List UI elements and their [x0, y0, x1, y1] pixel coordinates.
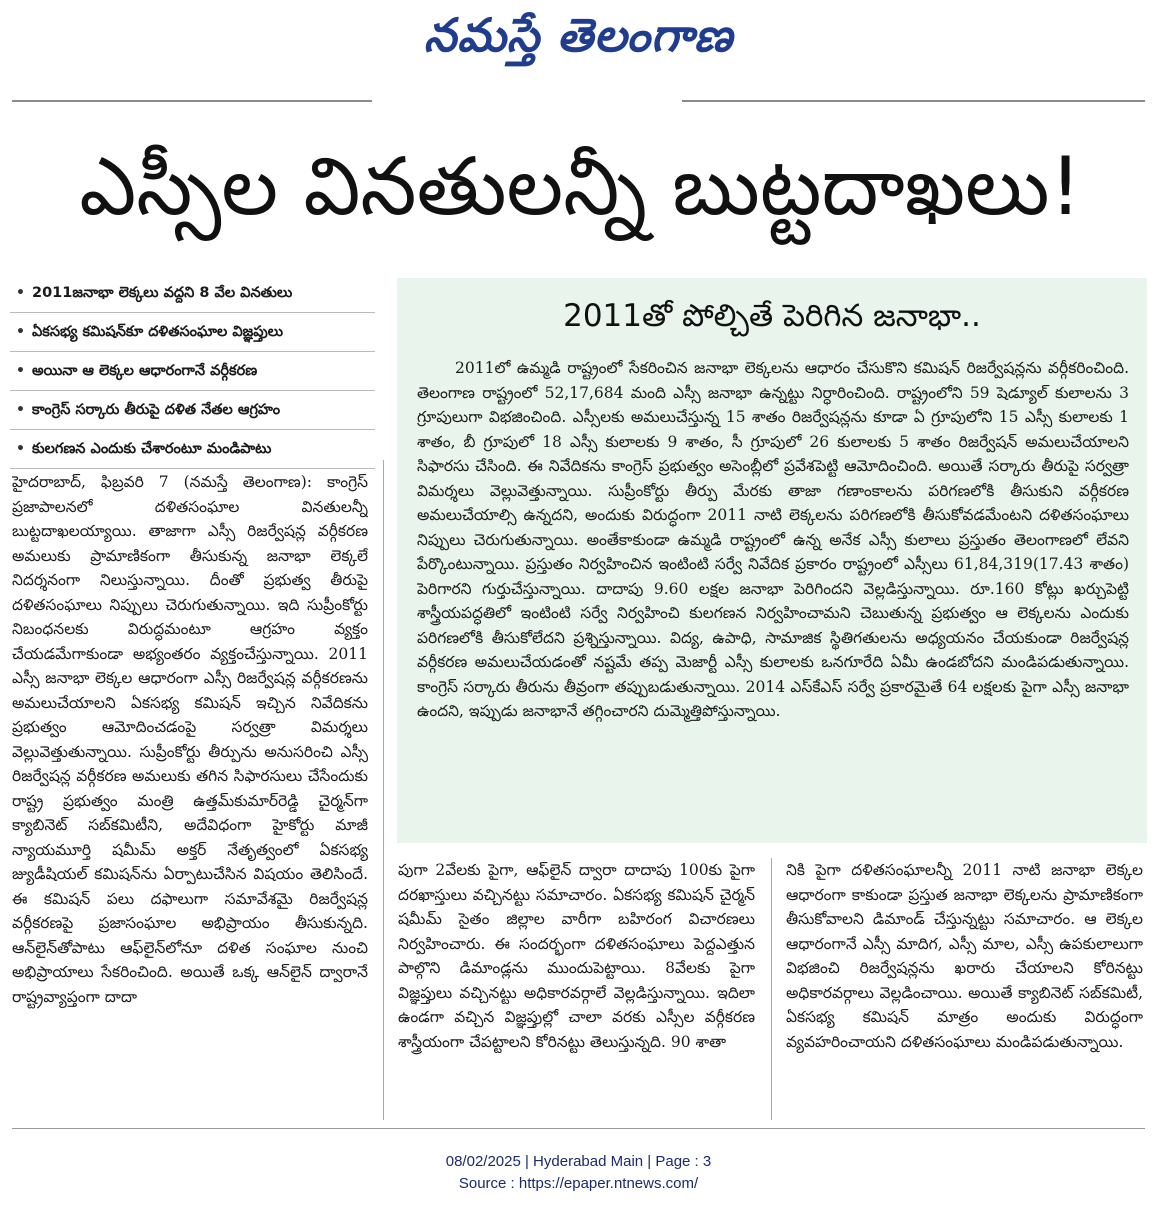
highlight-item — [10, 274, 375, 313]
box-text: 2011లో ఉమ్మడి రాష్ట్రంలో సేకరించిన జనాభా లెక్కలను ఆధారం చేసుకొని కమిషన్ రిజర్వేషన్లను వర్గీకరించింది. తెలంగాణ రాష్ట్రంలో 52,17,684 మంది ఎస్సీ జనాభా ఉన్నట్టు నిర్ధారించింది. రాష్ట్రంలోని 59 షెడ్యూల్ కులాలను 3 గ్రూపులుగా విభజించింది. ఎస్సీలకు అమలుచేస్తున్న 15 శాతం రిజర్వేషన్లను కూడా ఏ గ్రూపులోని 15 ఎస్సీ కులాలకు 1 శాతం, బీ గ్రూపులో 18 ఎస్సీ కులాలకు 9 శాతం, సీ గ్రూపులో 26 కులాలకు 5 శాతం రిజర్వేషన్ అమలుచేయాలని సిఫారసు చేసింది. ఈ నివేదికను కాంగ్రెస్ ప్రభుత్వం అసెంబ్లీలో ప్రవేశపెట్టి ఆమోదించింది. అయితే సర్కారు తీరుపై సర్వత్రా విమర్శలు వెల్లువెత్తున్నాయి. సుప్రీంకోర్టు తీర్పు మేరకు తాజా గణాంకాలను పరిగణలోకి తీసుకుని వర్గీకరణ అమలుచేయాల్సి ఉన్నదని, అందుకు విరుద్ధంగా 2011 నాటి లెక్కలను పరిగణలోకి తీసుకోవడమేంటని దళితసంఘాలు నిప్పులు చెరుగుతున్నాయి. అంతేకాకుండా ఉమ్మడి రాష్ట్రంలో ఉన్న అనేక ఎస్సీ కులాలు ప్రస్తుతం తెలంగాణలో లేవని పేర్కొంటున్నాయి. ప్రస్తుతం నిర్వహించిన ఇంటింటి సర్వే నివేదిక ప్రకారం రాష్ట్రంలో ఎస్సీలు 61,84,319(17.43 శాతం) పెరిగారని గుర్తుచేస్తున్నాయి. దాదాపు 9.60 లక్షల జనాభా పెరిగిందని వెల్లడిస్తున్నాయి. రూ.160 కోట్లు ఖర్చుపెట్టి శాస్త్రీయపద్ధతిలో ఇంటింటి సర్వే నిర్వహించి కులగణన నిర్వహించామని చెబుతున్న ప్రభుత్వం ఆ లెక్కలను ఎందుకు పరిగణలోకి తీసుకోలేదని ప్రశ్నిస్తున్నాయి. విద్య, ఉపాధి, సామాజిక స్థితిగతులను అధ్యయనం చేయకుండా రిజర్వేషన్ల వర్గీకరణ అమలుచేయడంతో నష్టమే తప్ప మెజార్టీ ఎస్సీ కులాలకు ఒనగూరేది ఏమీ ఉండబోదని మండిపడుతున్నాయి. కాంగ్రెస్ సర్కారు తీరును తీవ్రంగా తప్పుబడుతున్నాయి. 2014 ఎస్‌కేఎస్ సర్వే ప్రకారమైతే 64 లక్షలకు పైగా ఎస్సీ జనాభా ఉందని, ఇప్పుడు జనాభానే తగ్గించారని దుమ్మెత్తిపోస్తున్నాయి. — [417, 359, 1129, 720]
highlight-text: అయినా ఆ లెక్కల ఆధారంగానే వర్గీకరణ — [32, 363, 258, 379]
bullet-icon: • — [16, 285, 25, 301]
newspaper-logo: నమస్తే తెలంగాణ — [423, 8, 734, 62]
footer-rule — [12, 1128, 1145, 1129]
box-title: 2011తో పోల్చితే పెరిగిన జనాభా.. — [563, 298, 981, 334]
article-column-2: పుగా 2వేలకు పైగా, ఆఫ్‌లైన్ ద్వారా దాదాపు 100కు పైగా దరఖాస్తులు వచ్చినట్టు సమాచారం. ఏకసభ్య కమిషన్ చైర్మన్ షమీమ్ సైతం జిల్లాల వారీగా బహిరంగ విచారణలు నిర్వహించారు. ఈ సందర్భంగా దళితసంఘాలు పెద్దఎత్తున పాల్గొని డిమాండ్లను ముందుపెట్టాయి. 8వేలకు పైగా విజ్ఞప్తులు వచ్చినట్టు అధికారవర్గాలే వెల్లడిస్తున్నాయి. ఇదిలా ఉండగా వచ్చిన విజ్ఞప్తుల్లో చాలా వరకు ఎస్సీల వర్గీకరణ శాస్త్రీయంగా చేపట్టాలని కోరినట్టు తెలుస్తున్నది. 90 శాతా — [398, 861, 755, 1051]
highlight-item — [10, 313, 375, 352]
footer-source-link[interactable]: Source : https://epaper.ntnews.com/ — [458, 1175, 699, 1192]
highlight-text: కాంగ్రెస్ సర్కారు తీరుపై దళిత నేతల ఆగ్రహం — [32, 402, 281, 418]
highlight-text: ఏకసభ్య కమిషన్‌కూ దళితసంఘాల విజ్ఞప్తులు — [32, 324, 284, 340]
bullet-icon: • — [16, 402, 25, 418]
highlights-list — [10, 274, 375, 469]
headline: ఎస్సీల వినతులన్నీ బుట్టదాఖలు! — [79, 140, 1082, 233]
sidebar-box — [397, 278, 1147, 843]
highlight-item — [10, 391, 375, 430]
masthead-rule-right — [682, 100, 1145, 102]
highlight-text: కులగణన ఎందుకు చేశారంటూ మండిపాటు — [32, 441, 272, 457]
masthead — [0, 8, 1157, 74]
bullet-icon: • — [16, 324, 25, 340]
highlight-item — [10, 352, 375, 391]
highlight-text: 2011జనాభా లెక్కలు వద్దని 8 వేల వినతులు — [32, 285, 293, 301]
masthead-rule-left — [12, 100, 372, 102]
article-column-1: హైదరాబాద్, ఫిబ్రవరి 7 (నమస్తే తెలంగాణ): కాంగ్రెస్ ప్రజాపాలనలో దళితసంఘాల వినతులన్నీ బుట్టదాఖలయ్యాయి. తాజాగా ఎస్సీ రిజర్వేషన్ల వర్గీకరణ అమలుకు ప్రామాణికంగా తీసుకున్న జనాభా లెక్కలే నిదర్శనంగా నిలుస్తున్నాయి. దీంతో ప్రభుత్వ తీరుపై దళితసంఘాలు నిప్పులు చెరుగుతున్నాయి. ఇది సుప్రీంకోర్టు నిబంధనలకు విరుద్ధమంటూ ఆగ్రహం వ్యక్తం చేయడమేగాకుండా అభ్యంతరం వ్యక్తంచేస్తున్నాయి. 2011 ఎస్సీ జనాభా లెక్కల ఆధారంగా ఎస్సీ రిజర్వేషన్ల వర్గీకరణను అమలుచేయాలని ఏకసభ్య కమిషన్ ఇచ్చిన నివేదికను ప్రభుత్వం ఆమోదించడంపై సర్వత్రా విమర్శలు వెల్లువెత్తుతున్నాయి. సుప్రీంకోర్టు తీర్పును అనుసరించి ఎస్సీ రిజర్వేషన్ల వర్గీకరణ అమలుకు తగిన సిఫారసులు చేసేందుకు రాష్ట్ర ప్రభుత్వం మంత్రి ఉత్తమ్‌కుమార్‌రెడ్డి చైర్మన్‌గా క్యాబినెట్ సబ్‌కమిటీని, అదేవిధంగా హైకోర్టు మాజీ న్యాయమూర్తి షమీమ్ అక్తర్ నేతృత్వంలో ఏకసభ్య జ్యుడీషియల్ కమిషన్‌ను ఏర్పాటుచేసిన విషయం తెలిసిందే. ఈ కమిషన్ పలు దఫాలుగా సమావేశమై రిజర్వేషన్ల వర్గీకరణపై ప్రజాసంఘాల అభిప్రాయం తీసుకున్నది. ఆన్‌లైన్‌తోపాటు ఆఫ్‌లైన్‌లోనూ దళిత సంఘాల నుంచి అభిప్రాయాలు సేకరించింది. అయితే ఒక్క ఆన్‌లైన్ ద్వారానే రాష్ట్రవ్యాప్తంగా దాదా — [12, 473, 368, 1006]
highlight-item — [10, 430, 375, 469]
article-column-3: నికి పైగా దళితసంఘాలన్నీ 2011 నాటి జనాభా లెక్కల ఆధారంగా కాకుండా ప్రస్తుత జనాభా లెక్కలను ప్రామాణికంగా తీసుకోవాలని డిమాండ్ చేస్తున్నట్టు సమాచారం. ఆ లెక్కల ఆధారంగానే ఎస్సీ మాదిగ, ఎస్సీ మాల, ఎస్సీ ఉపకులాలుగా విభజించి రిజర్వేషన్లను ఖరారు చేయాలని కోరినట్టు అధికారవర్గాలు వెల్లడించాయి. అయితే క్యాబినెట్ సబ్‌కమిటీ, ఏకసభ్య కమిషన్ మాత్రం అందుకు విరుద్ధంగా వ్యవహరించాయని దళితసంఘాలు మండిపడుతున్నాయి. — [786, 861, 1143, 1051]
bullet-icon: • — [16, 363, 25, 379]
column-divider — [771, 858, 772, 1120]
footer-dateline: 08/02/2025 | Hyderabad Main | Page : 3 — [445, 1153, 712, 1170]
column-divider — [383, 460, 384, 1120]
bullet-icon: • — [16, 441, 25, 457]
